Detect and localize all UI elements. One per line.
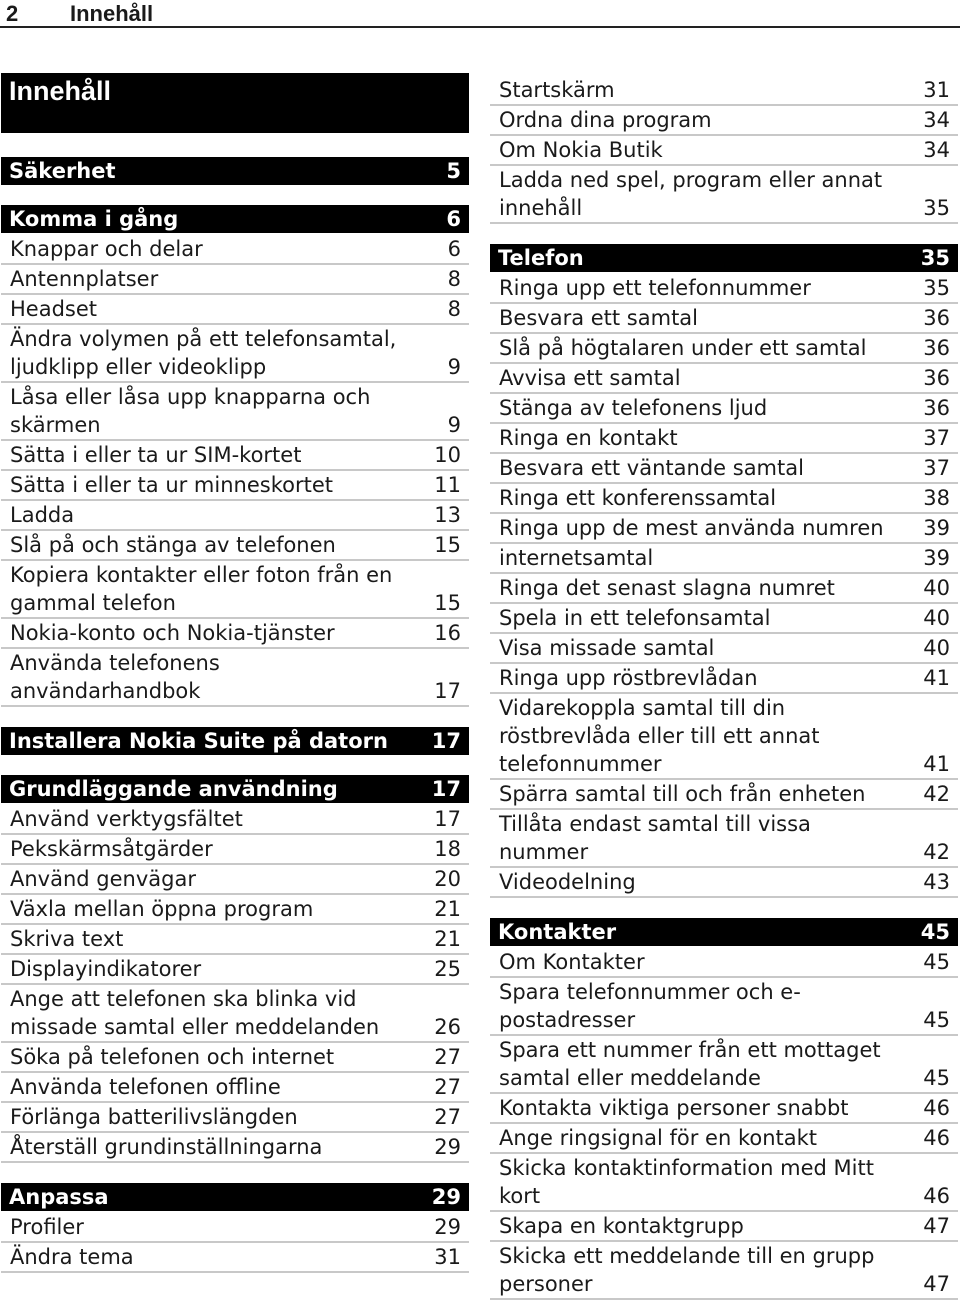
toc-entry[interactable] (1, 295, 469, 325)
toc-entry-page: 17 (434, 679, 461, 703)
toc-section (1, 1183, 469, 1273)
toc-entry-label: Videodelning (499, 870, 636, 894)
section-heading[interactable] (490, 244, 958, 272)
toc-entry-page: 17 (434, 807, 461, 831)
toc-entry-label: Ringa det senast slagna numret (499, 576, 835, 600)
toc-entry-page: 46 (923, 1184, 950, 1208)
toc-entry-page: 13 (434, 503, 461, 527)
toc-entry[interactable] (1, 895, 469, 925)
right-sections (490, 244, 958, 1300)
toc-entry[interactable] (1, 619, 469, 649)
toc-entry[interactable] (1, 835, 469, 865)
toc-entry[interactable] (1, 649, 469, 707)
toc-entry-page: 31 (923, 78, 950, 102)
toc-entry-label: Skriva text (10, 927, 124, 951)
toc-entry-page: 39 (923, 546, 950, 570)
toc-entry-page: 18 (434, 837, 461, 861)
toc-entry-page: 47 (923, 1214, 950, 1238)
section-heading-page: 45 (920, 920, 950, 944)
toc-entry-label: Slå på och stänga av telefonen (10, 533, 336, 557)
toc-entry[interactable] (1, 1213, 469, 1243)
toc-entry-page: 41 (923, 752, 950, 776)
toc-entry-label: Kontakta viktiga personer snabbt (499, 1096, 849, 1120)
toc-left-column (1, 73, 469, 1273)
toc-section (490, 244, 958, 898)
toc-entry-label: Tillåta endast samtal till vissa nummer (499, 812, 811, 864)
section-heading-page: 6 (446, 207, 461, 231)
toc-entry[interactable] (490, 136, 958, 166)
toc-entry-page: 8 (447, 297, 461, 321)
toc-entry-label: Ringa upp de mest använda numren (499, 516, 884, 540)
toc-entry[interactable] (1, 955, 469, 985)
toc-entry-page: 6 (447, 237, 461, 261)
section-heading-page: 35 (920, 246, 950, 270)
toc-entry-page: 21 (434, 897, 461, 921)
toc-entry[interactable] (490, 1094, 958, 1124)
section-heading-page: 17 (431, 777, 461, 801)
toc-entry-label: Skicka ett meddelande till en grupp personer (499, 1244, 875, 1296)
toc-entry-page: 36 (923, 336, 950, 360)
section-heading[interactable] (1, 157, 469, 185)
toc-entry[interactable] (1, 471, 469, 501)
toc-entry-label: Ändra tema (10, 1245, 134, 1269)
toc-entry-label: Avvisa ett samtal (499, 366, 681, 390)
toc-entry-label: Skapa en kontaktgrupp (499, 1214, 744, 1238)
toc-entry-label: Använda telefonens användarhandbok (10, 651, 220, 703)
toc-entry-page: 10 (434, 443, 461, 467)
toc-section (1, 727, 469, 755)
toc-entry-page: 37 (923, 456, 950, 480)
toc-entry-label: Ladda ned spel, program eller annat innehåll (499, 168, 883, 220)
toc-entry[interactable] (1, 383, 469, 441)
toc-entry-label: Ändra volymen på ett telefonsamtal, ljudklipp eller videoklipp (10, 327, 397, 379)
toc-entry-label: Profiler (10, 1215, 84, 1239)
toc-entry-page: 26 (434, 1015, 461, 1039)
toc-entry-label: Visa missade samtal (499, 636, 715, 660)
toc-entry-page: 9 (447, 355, 461, 379)
toc-entry-label: Nokia-konto och Nokia-tjänster (10, 621, 335, 645)
toc-entry[interactable] (1, 325, 469, 383)
toc-entry-label: Antennplatser (10, 267, 159, 291)
toc-entry-label: Ange ringsignal för en kontakt (499, 1126, 818, 1150)
toc-section (490, 918, 958, 1300)
toc-entry-page: 36 (923, 306, 950, 330)
section-heading[interactable] (1, 1183, 469, 1211)
toc-entry[interactable] (490, 514, 958, 544)
toc-entry-label: internetsamtal (499, 546, 654, 570)
toc-entry[interactable] (490, 948, 958, 978)
toc-entry[interactable] (1, 441, 469, 471)
toc-entry[interactable] (490, 484, 958, 514)
toc-entry[interactable] (490, 1212, 958, 1242)
toc-entry[interactable] (490, 574, 958, 604)
toc-entry-page: 15 (434, 533, 461, 557)
toc-entry-page: 46 (923, 1096, 950, 1120)
toc-entry-page: 38 (923, 486, 950, 510)
toc-entry-label: Sätta i eller ta ur minneskortet (10, 473, 333, 497)
toc-entry[interactable] (490, 978, 958, 1036)
toc-entry-label: Använda telefonen offline (10, 1075, 281, 1099)
toc-entry-label: Spela in ett telefonsamtal (499, 606, 771, 630)
toc-entry-label: Växla mellan öppna program (10, 897, 314, 921)
toc-entry-label: Om Nokia Butik (499, 138, 663, 162)
toc-entry-page: 27 (434, 1075, 461, 1099)
toc-entry[interactable] (490, 1036, 958, 1094)
toc-entry-page: 37 (923, 426, 950, 450)
toc-entry[interactable] (490, 454, 958, 484)
toc-entry[interactable] (1, 1043, 469, 1073)
toc-entry-page: 34 (923, 108, 950, 132)
toc-entry-label: Ordna dina program (499, 108, 712, 132)
toc-entry[interactable] (490, 868, 958, 898)
toc-entry-label: Pekskärmsåtgärder (10, 837, 213, 861)
toc-entry[interactable] (1, 865, 469, 895)
section-heading-page: 29 (431, 1185, 461, 1209)
toc-entry-label: Slå på högtalaren under ett samtal (499, 336, 867, 360)
toc-entry-page: 35 (923, 276, 950, 300)
toc-entry-page: 46 (923, 1126, 950, 1150)
toc-entry-label: Återställ grundinställningarna (10, 1135, 323, 1159)
toc-entry[interactable] (1, 1243, 469, 1273)
toc-entry-page: 8 (447, 267, 461, 291)
toc-entry[interactable] (1, 561, 469, 619)
toc-entry-page: 40 (923, 576, 950, 600)
section-heading-title: Anpassa (9, 1185, 109, 1209)
toc-entry[interactable] (490, 304, 958, 334)
toc-entry-page: 36 (923, 396, 950, 420)
toc-entry-label: Söka på telefonen och internet (10, 1045, 335, 1069)
toc-entry[interactable] (490, 810, 958, 868)
toc-entry[interactable] (1, 235, 469, 265)
toc-entry-label: Sätta i eller ta ur SIM-kortet (10, 443, 302, 467)
section-heading[interactable] (490, 918, 958, 946)
toc-entry-label: Om Kontakter (499, 950, 645, 974)
toc-entry[interactable] (490, 1124, 958, 1154)
page-number: 2 (6, 1, 19, 26)
toc-section (1, 157, 469, 185)
toc-entry-page: 27 (434, 1045, 461, 1069)
toc-entry-label: Displayindikatorer (10, 957, 202, 981)
toc-entry[interactable] (490, 334, 958, 364)
toc-entry-label: Ringa upp ett telefonnummer (499, 276, 811, 300)
section-heading[interactable] (1, 775, 469, 803)
toc-entry-page: 11 (434, 473, 461, 497)
toc-entry-page: 29 (434, 1135, 461, 1159)
toc-entry-page: 25 (434, 957, 461, 981)
toc-entry-label: Ange att telefonen ska blinka vid missade samtal eller meddelanden (10, 987, 380, 1039)
toc-entry[interactable] (490, 274, 958, 304)
section-heading-title: Installera Nokia Suite på datorn (9, 729, 388, 753)
toc-entry[interactable] (490, 106, 958, 136)
toc-entry[interactable] (490, 76, 958, 106)
toc-right-column (490, 76, 958, 1300)
toc-entry-page: 41 (923, 666, 950, 690)
toc-entry-label: Skicka kontaktinformation med Mitt kort (499, 1156, 874, 1208)
section-heading-page: 5 (446, 159, 461, 183)
toc-entry[interactable] (1, 925, 469, 955)
toc-entry-label: Startskärm (499, 78, 615, 102)
toc-entry[interactable] (1, 985, 469, 1043)
right-lead-entries (490, 76, 958, 224)
toc-entry[interactable] (1, 1103, 469, 1133)
section-heading[interactable] (1, 727, 469, 755)
toc-entry-label: Vidarekoppla samtal till din röstbrevlåda eller till ett annat telefonnummer (499, 696, 820, 776)
toc-entry-page: 21 (434, 927, 461, 951)
toc-entry-page: 20 (434, 867, 461, 891)
toc-entry[interactable] (1, 805, 469, 835)
section-heading[interactable] (1, 205, 469, 233)
toc-entry-page: 42 (923, 782, 950, 806)
toc-entry[interactable] (490, 664, 958, 694)
toc-entry[interactable] (490, 166, 958, 224)
toc-entry-page: 40 (923, 636, 950, 660)
toc-entry-page: 31 (434, 1245, 461, 1269)
toc-entry-page: 39 (923, 516, 950, 540)
toc-entry-label: Kopiera kontakter eller foton från en gammal telefon (10, 563, 393, 615)
toc-entry-page: 35 (923, 196, 950, 220)
toc-entry-page: 40 (923, 606, 950, 630)
toc-entry-label: Knappar och delar (10, 237, 203, 261)
toc-entry-label: Förlänga batterilivslängden (10, 1105, 298, 1129)
toc-entry[interactable] (490, 424, 958, 454)
toc-entry[interactable] (490, 634, 958, 664)
toc-entry-label: Ringa upp röstbrevlådan (499, 666, 758, 690)
toc-entry-label: Besvara ett väntande samtal (499, 456, 804, 480)
section-heading-page: 17 (431, 729, 461, 753)
toc-entry-page: 34 (923, 138, 950, 162)
toc-entry-label: Headset (10, 297, 98, 321)
toc-entry-label: Besvara ett samtal (499, 306, 699, 330)
toc-entry[interactable] (1, 1133, 469, 1163)
toc-entry[interactable] (1, 501, 469, 531)
toc-entry-page: 29 (434, 1215, 461, 1239)
contents-title: Innehåll (1, 73, 469, 133)
section-heading-title: Grundläggande användning (9, 777, 338, 801)
toc-entry[interactable] (490, 544, 958, 574)
toc-entry-page: 16 (434, 621, 461, 645)
toc-entry-page: 47 (923, 1272, 950, 1296)
toc-entry[interactable] (490, 694, 958, 780)
page-header (0, 0, 960, 28)
toc-entry-page: 45 (923, 1008, 950, 1032)
toc-entry-label: Låsa eller låsa upp knapparna och skärmen (10, 385, 371, 437)
toc-entry-label: Använd verktygsfältet (10, 807, 243, 831)
toc-entry-page: 42 (923, 840, 950, 864)
toc-entry-label: Använd genvägar (10, 867, 196, 891)
section-heading-title: Kontakter (498, 920, 617, 944)
toc-entry-page: 43 (923, 870, 950, 894)
section-heading-title: Telefon (498, 246, 584, 270)
toc-entry[interactable] (490, 604, 958, 634)
toc-entry-label: Spara telefonnummer och e- postadresser (499, 980, 801, 1032)
toc-section (1, 775, 469, 1163)
toc-entry[interactable] (1, 265, 469, 295)
toc-entry-page: 27 (434, 1105, 461, 1129)
toc-entry-label: Ladda (10, 503, 75, 527)
section-heading-title: Säkerhet (9, 159, 116, 183)
toc-entry-label: Ringa en kontakt (499, 426, 678, 450)
toc-entry-page: 15 (434, 591, 461, 615)
toc-entry-page: 9 (447, 413, 461, 437)
toc-entry-label: Spärra samtal till och från enheten (499, 782, 866, 806)
toc-entry[interactable] (490, 394, 958, 424)
toc-entry[interactable] (490, 780, 958, 810)
toc-entry-label: Ringa ett konferenssamtal (499, 486, 777, 510)
toc-entry-page: 45 (923, 950, 950, 974)
section-heading-title: Komma i gång (9, 207, 179, 231)
toc-entry-label: Spara ett nummer från ett mottaget samtal eller meddelande (499, 1038, 881, 1090)
toc-entry-page: 36 (923, 366, 950, 390)
toc-entry[interactable] (1, 531, 469, 561)
toc-entry[interactable] (490, 364, 958, 394)
toc-section (1, 205, 469, 707)
running-title: Innehåll (70, 1, 154, 26)
toc-entry[interactable] (1, 1073, 469, 1103)
toc-entry[interactable] (490, 1242, 958, 1300)
toc-entry[interactable] (490, 1154, 958, 1212)
toc-entry-label: Stänga av telefonens ljud (499, 396, 768, 420)
left-sections (1, 157, 469, 1273)
toc-entry-page: 45 (923, 1066, 950, 1090)
